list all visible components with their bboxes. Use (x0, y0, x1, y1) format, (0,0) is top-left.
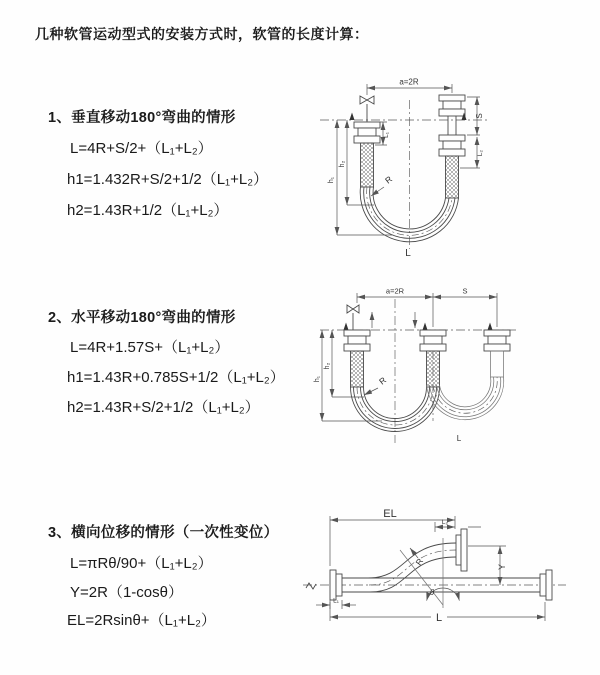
dimension-y (468, 546, 507, 585)
dim-y-label: Y (497, 563, 507, 571)
dim-l1-label: L₁ (383, 132, 390, 138)
top-displaced-flange (456, 529, 467, 571)
movement-arrow-left (350, 113, 355, 121)
right-pipe-stem (448, 116, 456, 135)
dimension-a-2r (357, 287, 497, 328)
dim-h2-label: h₂ (339, 160, 346, 168)
section3-formula-y: Y=2R（1-cosθ） (70, 584, 183, 601)
dimension-el (330, 508, 455, 566)
ghost-flange-fitting (484, 330, 510, 377)
section3-heading: 3、横向位移的情形（一次性变位） (48, 525, 279, 541)
section2-formula-l: L=4R+1.57S+（L₁+L₂） (70, 339, 230, 356)
dim-l2-label: L₂ (477, 149, 484, 157)
section1-formula-h2: h2=1.43R+1/2（L₁+L₂） (67, 202, 229, 219)
radius-callout (371, 174, 394, 196)
left-flange-fitting (354, 122, 380, 187)
dimension-a-2r (367, 78, 452, 96)
diagram-lateral-displacement (298, 502, 598, 634)
dimension-l2 (477, 137, 484, 168)
dim-a-2r-label: a=2R (399, 77, 419, 87)
dimension-l2 (435, 519, 481, 532)
section3-formula-l: L=πRθ/90+（L₁+L₂） (70, 555, 213, 572)
dim-a-2r-label: a=2R (385, 286, 405, 296)
section1-heading: 1、垂直移动180°弯曲的情形 (48, 110, 236, 126)
section2-formula-h1: h1=1.43R+0.785S+1/2（L₁+L₂） (67, 369, 285, 386)
dimension-s (433, 287, 497, 298)
angle-theta-label: θ (429, 588, 435, 597)
valve-icon (360, 96, 374, 122)
diagram-vertical-180-bend (312, 72, 562, 262)
dim-l2-label: L₂ (441, 519, 449, 526)
radius-callout (364, 375, 388, 395)
movement-arrows (344, 323, 493, 331)
page-title: 几种软管运动型式的安装方式时，软管的长度计算： (35, 26, 369, 42)
right-flange-fitting-upper (439, 95, 465, 116)
section3-formula-el: EL=2Rsinθ+（L₁+L₂） (67, 612, 216, 629)
dim-s-label: S (462, 286, 468, 296)
radius-construction (400, 538, 443, 608)
dim-l-label: L (435, 612, 443, 624)
radius-label: R (413, 556, 426, 568)
dimension-l (330, 602, 545, 624)
radius-label: R (383, 173, 395, 186)
braided-hose-left (361, 143, 374, 187)
dim-h2-label: h₂ (324, 362, 331, 370)
left-flange-fitting (344, 330, 370, 387)
left-flange (330, 570, 342, 600)
dim-el-label: EL (383, 508, 397, 520)
radius-label: R (377, 374, 389, 387)
dim-l1-label: L₁ (333, 597, 339, 605)
dim-h1-label: h₁ (314, 375, 321, 383)
right-flange-fitting-lower (439, 135, 465, 156)
length-label: L (456, 434, 462, 443)
section2-heading: 2、水平移动180°弯曲的情形 (48, 310, 236, 326)
braided-hose-right (446, 156, 459, 198)
dimension-l1 (316, 598, 356, 610)
section2-formula-h2: h2=1.43R+S/2+1/2（L₁+L₂） (67, 399, 260, 416)
dim-h1-label: h₁ (328, 176, 335, 184)
section1-formula-l: L=4R+S/2+（L₁+L₂） (70, 140, 213, 157)
section1-formula-h1: h1=1.432R+S/2+1/2（L₁+L₂） (67, 171, 269, 188)
dimension-s (460, 97, 484, 168)
centerline-break-mark (306, 583, 316, 589)
dim-s-label: S (475, 113, 484, 119)
right-ghost-flange (540, 570, 552, 600)
length-label: L (405, 248, 411, 259)
valve-icon (347, 305, 359, 330)
diagram-horizontal-180-bend (312, 281, 562, 461)
middle-flange-fitting (420, 330, 446, 387)
small-end-dims (372, 312, 415, 328)
